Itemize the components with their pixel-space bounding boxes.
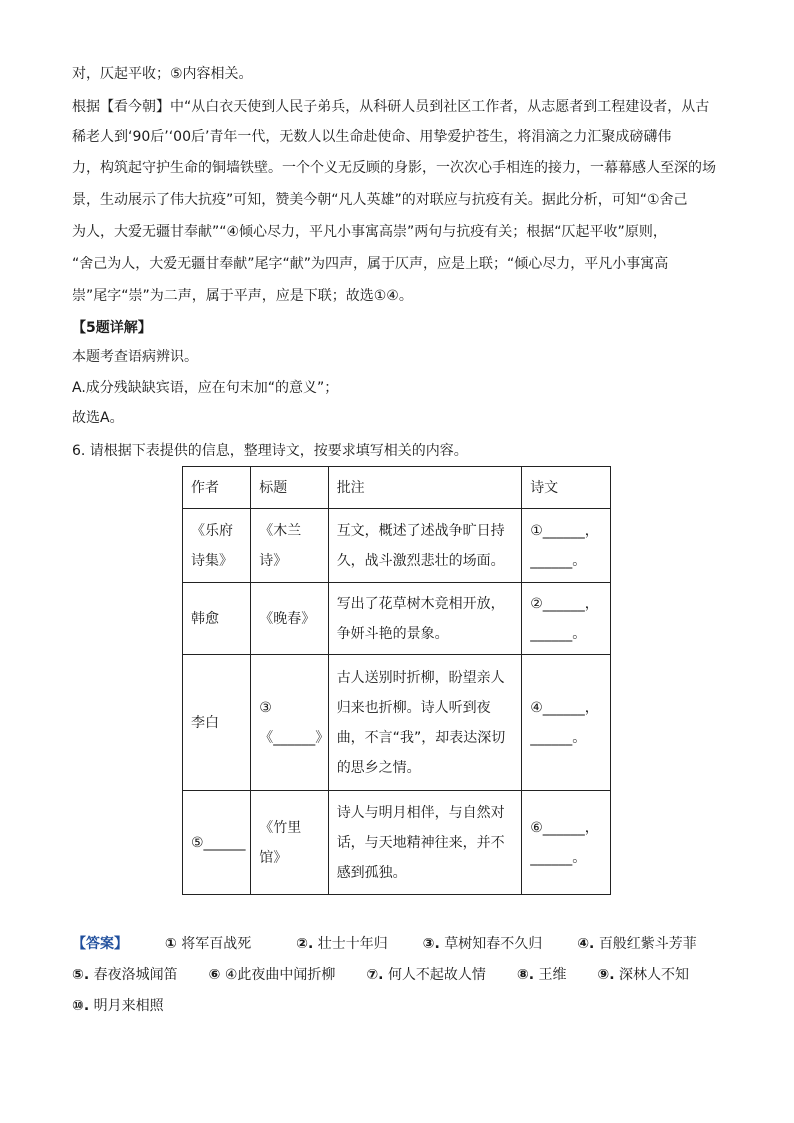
paragraph-line: 本题考查语病辨识。: [72, 349, 198, 365]
table-header-title: 标题: [251, 467, 328, 509]
answer-text: 深林人不知: [619, 967, 689, 983]
paragraph-line: “舍己为人，大爱无疆甘奉献”尾字“献”为四声，属于仄声，应是上联；“倾心尽力，平凡小事寓高: [72, 256, 669, 272]
paragraph-line: 故选A。: [72, 410, 124, 426]
paragraph-line: A.成分残缺缺宾语，应在句末加“的意义”；: [72, 380, 339, 396]
title-cell: 《木兰诗》: [251, 509, 328, 583]
paragraph-line: 对，仄起平收；⑤内容相关。: [72, 66, 253, 82]
answer-number: ⑩.: [72, 998, 90, 1014]
paragraph-line: 稀老人到‘90后’‘00后’青年一代，无数人以生命赴使命、用挚爱护苍生，将涓滴之力汇聚成磅礴伟: [72, 129, 672, 145]
poem-blank-line1: ④______，: [530, 699, 599, 716]
table-row: [183, 509, 611, 583]
poem-blank-line1: ②______，: [530, 595, 599, 612]
author-cell: 李白: [183, 655, 251, 791]
title-cell: ③《______》: [251, 655, 328, 791]
answer-label: 【答案】: [72, 936, 128, 952]
poem-cell: [522, 583, 611, 655]
answers-row-1: [72, 933, 697, 955]
answer-number: ⑦.: [366, 967, 384, 983]
table-header-poem: 诗文: [522, 467, 611, 509]
answer-text: ④此夜曲中闻折柳: [224, 967, 336, 983]
answer-text: 草树知春不久归: [444, 936, 543, 952]
section-heading: 【5题详解】: [72, 320, 152, 336]
poem-blank-line1: ①______，: [530, 522, 599, 539]
poem-cell: [522, 655, 611, 791]
answer-text: 明月来相照: [93, 998, 164, 1014]
poetry-table: [182, 466, 611, 895]
answers-row-2: [72, 964, 689, 986]
paragraph-line: 力，构筑起守护生命的铜墙铁壁。一个个义无反顾的身影，一次次心手相连的接力，一幕幕感人至深的场: [72, 160, 716, 176]
paragraph-line: 景，生动展示了伟大抗疫”可知，赞美今朝“凡人英雄”的对联应与抗疫有关。据此分析，可知“①舍己: [72, 192, 688, 208]
table-header-note: 批注: [328, 467, 522, 509]
answer-text: 百般红紫斗芳菲: [598, 936, 697, 952]
answer-number: ④.: [577, 936, 595, 952]
title-cell: 《晚春》: [251, 583, 328, 655]
table-row: [183, 655, 611, 791]
note-cell: 互文，概述了述战争旷日持久，战斗激烈悲壮的场面。: [328, 509, 522, 583]
paragraph-line: 崇”尾字“崇”为二声，属于平声，应是下联；故选①④。: [72, 288, 413, 304]
author-cell: ⑤______: [183, 791, 251, 895]
answer-text: 春夜洛城闻笛: [93, 967, 178, 983]
table-header-author: 作者: [183, 467, 251, 509]
note-cell: 诗人与明月相伴，与自然对话，与天地精神往来，并不感到孤独。: [328, 791, 522, 895]
poem-blank-line2: ______。: [530, 625, 587, 642]
question-prompt: 6. 请根据下表提供的信息，整理诗文，按要求填写相关的内容。: [72, 443, 468, 459]
poem-blank-line2: ______。: [530, 849, 587, 866]
poem-blank-line1: ⑥______，: [530, 819, 599, 836]
paragraph-line: 为人，大爱无疆甘奉献”“④倾心尽力，平凡小事寓高崇”两句与抗疫有关；根据“仄起平收”原则，: [72, 224, 667, 240]
note-cell: 写出了花草树木竞相开放，争妍斗艳的景象。: [328, 583, 522, 655]
answer-number: ③.: [422, 936, 440, 952]
answer-number: ②.: [296, 936, 314, 952]
note-cell: 古人送别时折柳，盼望亲人归来也折柳。诗人听到夜曲，不言“我”，却表达深切的思乡之情。: [328, 655, 522, 791]
answer-text: 何人不起故人情: [387, 967, 486, 983]
answer-text: 壮士十年归: [317, 936, 388, 952]
answer-number: ⑥: [208, 967, 221, 983]
answer-number: ⑨.: [597, 967, 615, 983]
answer-text: 王维: [538, 967, 567, 983]
answer-number: ⑤.: [72, 967, 90, 983]
table-row: [183, 583, 611, 655]
title-cell: 《竹里馆》: [251, 791, 328, 895]
author-cell: 韩愈: [183, 583, 251, 655]
poem-cell: [522, 791, 611, 895]
poem-cell: [522, 509, 611, 583]
table-row: [183, 791, 611, 895]
table-header-row: [183, 467, 611, 509]
paragraph-line: 根据【看今朝】中“从白衣天使到人民子弟兵，从科研人员到社区工作者，从志愿者到工程建设者，从古: [72, 99, 710, 115]
poem-blank-line2: ______。: [530, 552, 587, 569]
answers-row-3: [72, 995, 164, 1017]
author-cell: 《乐府诗集》: [183, 509, 251, 583]
poem-blank-line2: ______。: [530, 729, 587, 746]
answer-number: ⑧.: [516, 967, 535, 983]
answer-text: 将军百战死: [181, 936, 252, 952]
answer-number: ①: [164, 936, 177, 952]
